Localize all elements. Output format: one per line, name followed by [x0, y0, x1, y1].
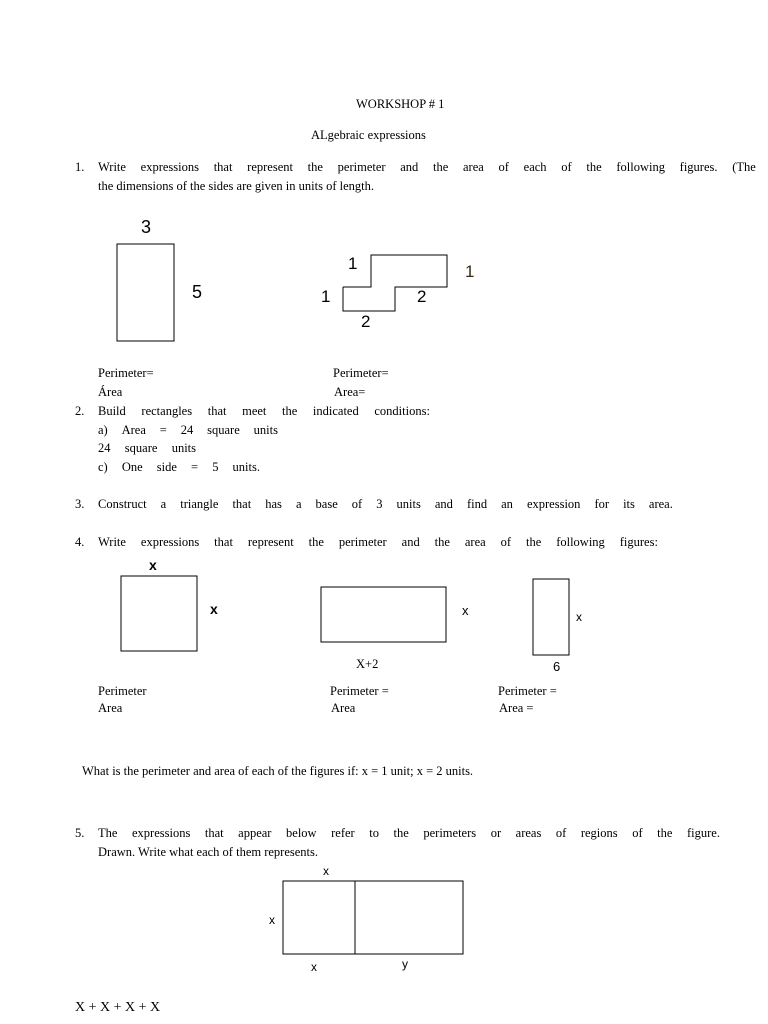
q1-step-label-inner: 2: [417, 287, 427, 306]
q1-step-shape: [343, 255, 447, 311]
q4-area-2: Area: [331, 701, 356, 715]
q5-text-line1: The expressions that appear below refer to the perimeters or areas of regions of the figure.: [98, 826, 720, 840]
q2-text-line1: Build rectangles that meet the indicated conditions:: [98, 404, 430, 418]
q5-expression-1: X + X + X + X: [75, 1000, 161, 1015]
q4-perimeter-3: Perimeter =: [498, 684, 557, 698]
q3-text: Construct a triangle that has a base of 3 units and find an expression for its area.: [98, 497, 673, 511]
q5-rectangle: [283, 881, 463, 954]
q1-right-perimeter: Perimeter=: [333, 366, 389, 380]
q4-tall-side-label: x: [576, 610, 582, 624]
q1-right-area: Area=: [334, 385, 366, 399]
q4-square: [121, 576, 197, 651]
q3-number: 3.: [75, 497, 85, 511]
page-title: WORKSHOP # 1: [356, 97, 445, 111]
q4-area-1: Area: [98, 701, 123, 715]
q4-wide-rectangle: [321, 587, 446, 642]
q2-option-b: 24 square units: [98, 441, 196, 455]
q4-area-3: Area =: [499, 701, 534, 715]
q1-left-perimeter: Perimeter=: [98, 366, 154, 380]
q1-rectangle: [117, 244, 174, 341]
q4-perimeter-2: Perimeter =: [330, 684, 389, 698]
q5-text-line2: Drawn. Write what each of them represents.: [98, 845, 319, 859]
q2-option-a: a) Area = 24 square units: [98, 423, 278, 437]
q1-text-line2: the dimensions of the sides are given in units of length.: [98, 179, 374, 193]
q1-step-label-right: 1: [465, 262, 475, 281]
q5-number: 5.: [75, 826, 85, 840]
page-subtitle: ALgebraic expressions: [311, 128, 426, 142]
q4-followup-question: What is the perimeter and area of each of the figures if: x = 1 unit; x = 2 units.: [82, 764, 474, 778]
q5-fig-top-label: x: [323, 864, 329, 878]
q1-step-label-bottom: 2: [361, 312, 371, 331]
q4-number: 4.: [75, 535, 85, 549]
q4-wide-side-label: x: [462, 603, 469, 618]
q5-fig-bottom-right-label: y: [402, 957, 408, 971]
q4-square-side-label: x: [210, 601, 218, 617]
q4-wide-bottom-label: X+2: [356, 657, 379, 671]
q1-rect-side-label: 5: [192, 282, 203, 302]
q5-fig-left-label: x: [269, 913, 275, 927]
q1-left-area: Área: [98, 385, 123, 399]
q1-step-label-left: 1: [321, 287, 331, 306]
q5-fig-bottom-left-label: x: [311, 960, 317, 974]
q4-tall-rectangle: [533, 579, 569, 655]
q2-number: 2.: [75, 404, 85, 418]
q1-text-line1: Write expressions that represent the perimeter and the area of each of the following figures. (The: [98, 160, 756, 174]
q1-number: 1.: [75, 160, 85, 174]
q2-option-c: c) One side = 5 units.: [98, 460, 260, 474]
q4-square-top-label: x: [149, 557, 157, 573]
q4-tall-bottom-label: 6: [553, 659, 561, 674]
q1-step-label-top: 1: [348, 254, 358, 273]
q4-text: Write expressions that represent the perimeter and the area of the following figures:: [98, 535, 658, 549]
q4-perimeter-1: Perimeter: [98, 684, 147, 698]
q1-rect-top-label: 3: [141, 217, 152, 237]
